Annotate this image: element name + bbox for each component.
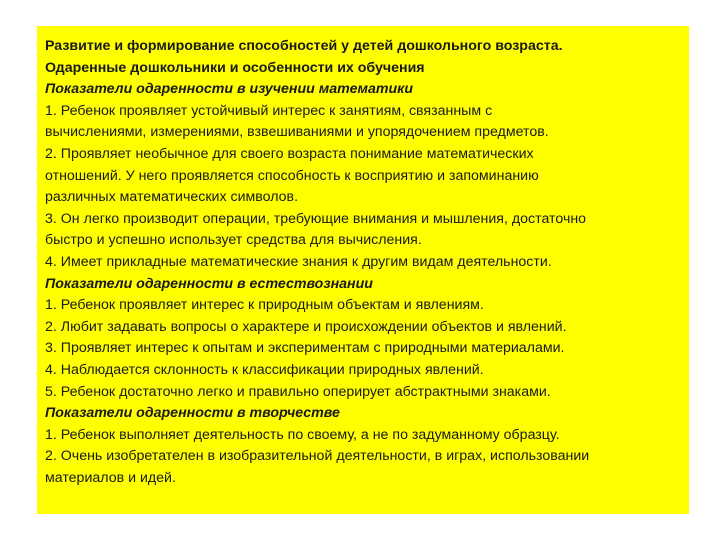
science-text-line: 1. Ребенок проявляет интерес к природным объектам и явлениям.: [45, 297, 484, 314]
math-text-line: 4. Имеет прикладные математические знания к другим видам деятельности.: [45, 253, 552, 270]
math-text-line: отношений. У него проявляется способность к восприятию и запоминанию: [45, 167, 539, 184]
math-text-line: вычислениями, измерениями, взвешиваниями и упорядочением предметов.: [45, 124, 549, 141]
science-text-line: 4. Наблюдается склонность к классификации природных явлений.: [45, 361, 484, 378]
science-text-line: 3. Проявляет интерес к опытам и экспериментам с природными материалами.: [45, 340, 565, 357]
math-text-line: 3. Он легко производит операции, требующие внимания и мышления, достаточно: [45, 210, 587, 227]
math-text-line: различных математических символов.: [45, 189, 299, 206]
science-text-line: 2. Любит задавать вопросы о характере и происхождении объектов и явлений.: [45, 318, 567, 335]
slide-panel: [37, 26, 689, 514]
section-heading-creativity: Показатели одаренности в творчестве: [45, 405, 340, 422]
creativity-text-line: 1. Ребенок выполняет деятельность по своему, а не по задуманному образцу.: [45, 426, 560, 443]
math-text-line: 1. Ребенок проявляет устойчивый интерес к занятиям, связанным с: [45, 102, 493, 119]
slide-title-line-2: Одаренные дошкольники и особенности их обучения: [45, 59, 425, 76]
science-text-line: 5. Ребенок достаточно легко и правильно оперирует абстрактными знаками.: [45, 383, 551, 400]
creativity-text-line: 2. Очень изобретателен в изобразительной деятельности, в играх, использовании: [45, 448, 590, 465]
slide-title-line-1: Развитие и формирование способностей у детей дошкольного возраста.: [45, 38, 563, 54]
math-text-line: быстро и успешно использует средства для вычисления.: [45, 232, 422, 249]
section-heading-science: Показатели одаренности в естествознании: [45, 275, 373, 292]
slide-text: [45, 36, 685, 489]
creativity-text-line: материалов и идей.: [45, 469, 176, 486]
section-heading-math: Показатели одаренности в изучении математики: [45, 81, 413, 98]
math-text-line: 2. Проявляет необычное для своего возраста понимание математических: [45, 145, 534, 162]
